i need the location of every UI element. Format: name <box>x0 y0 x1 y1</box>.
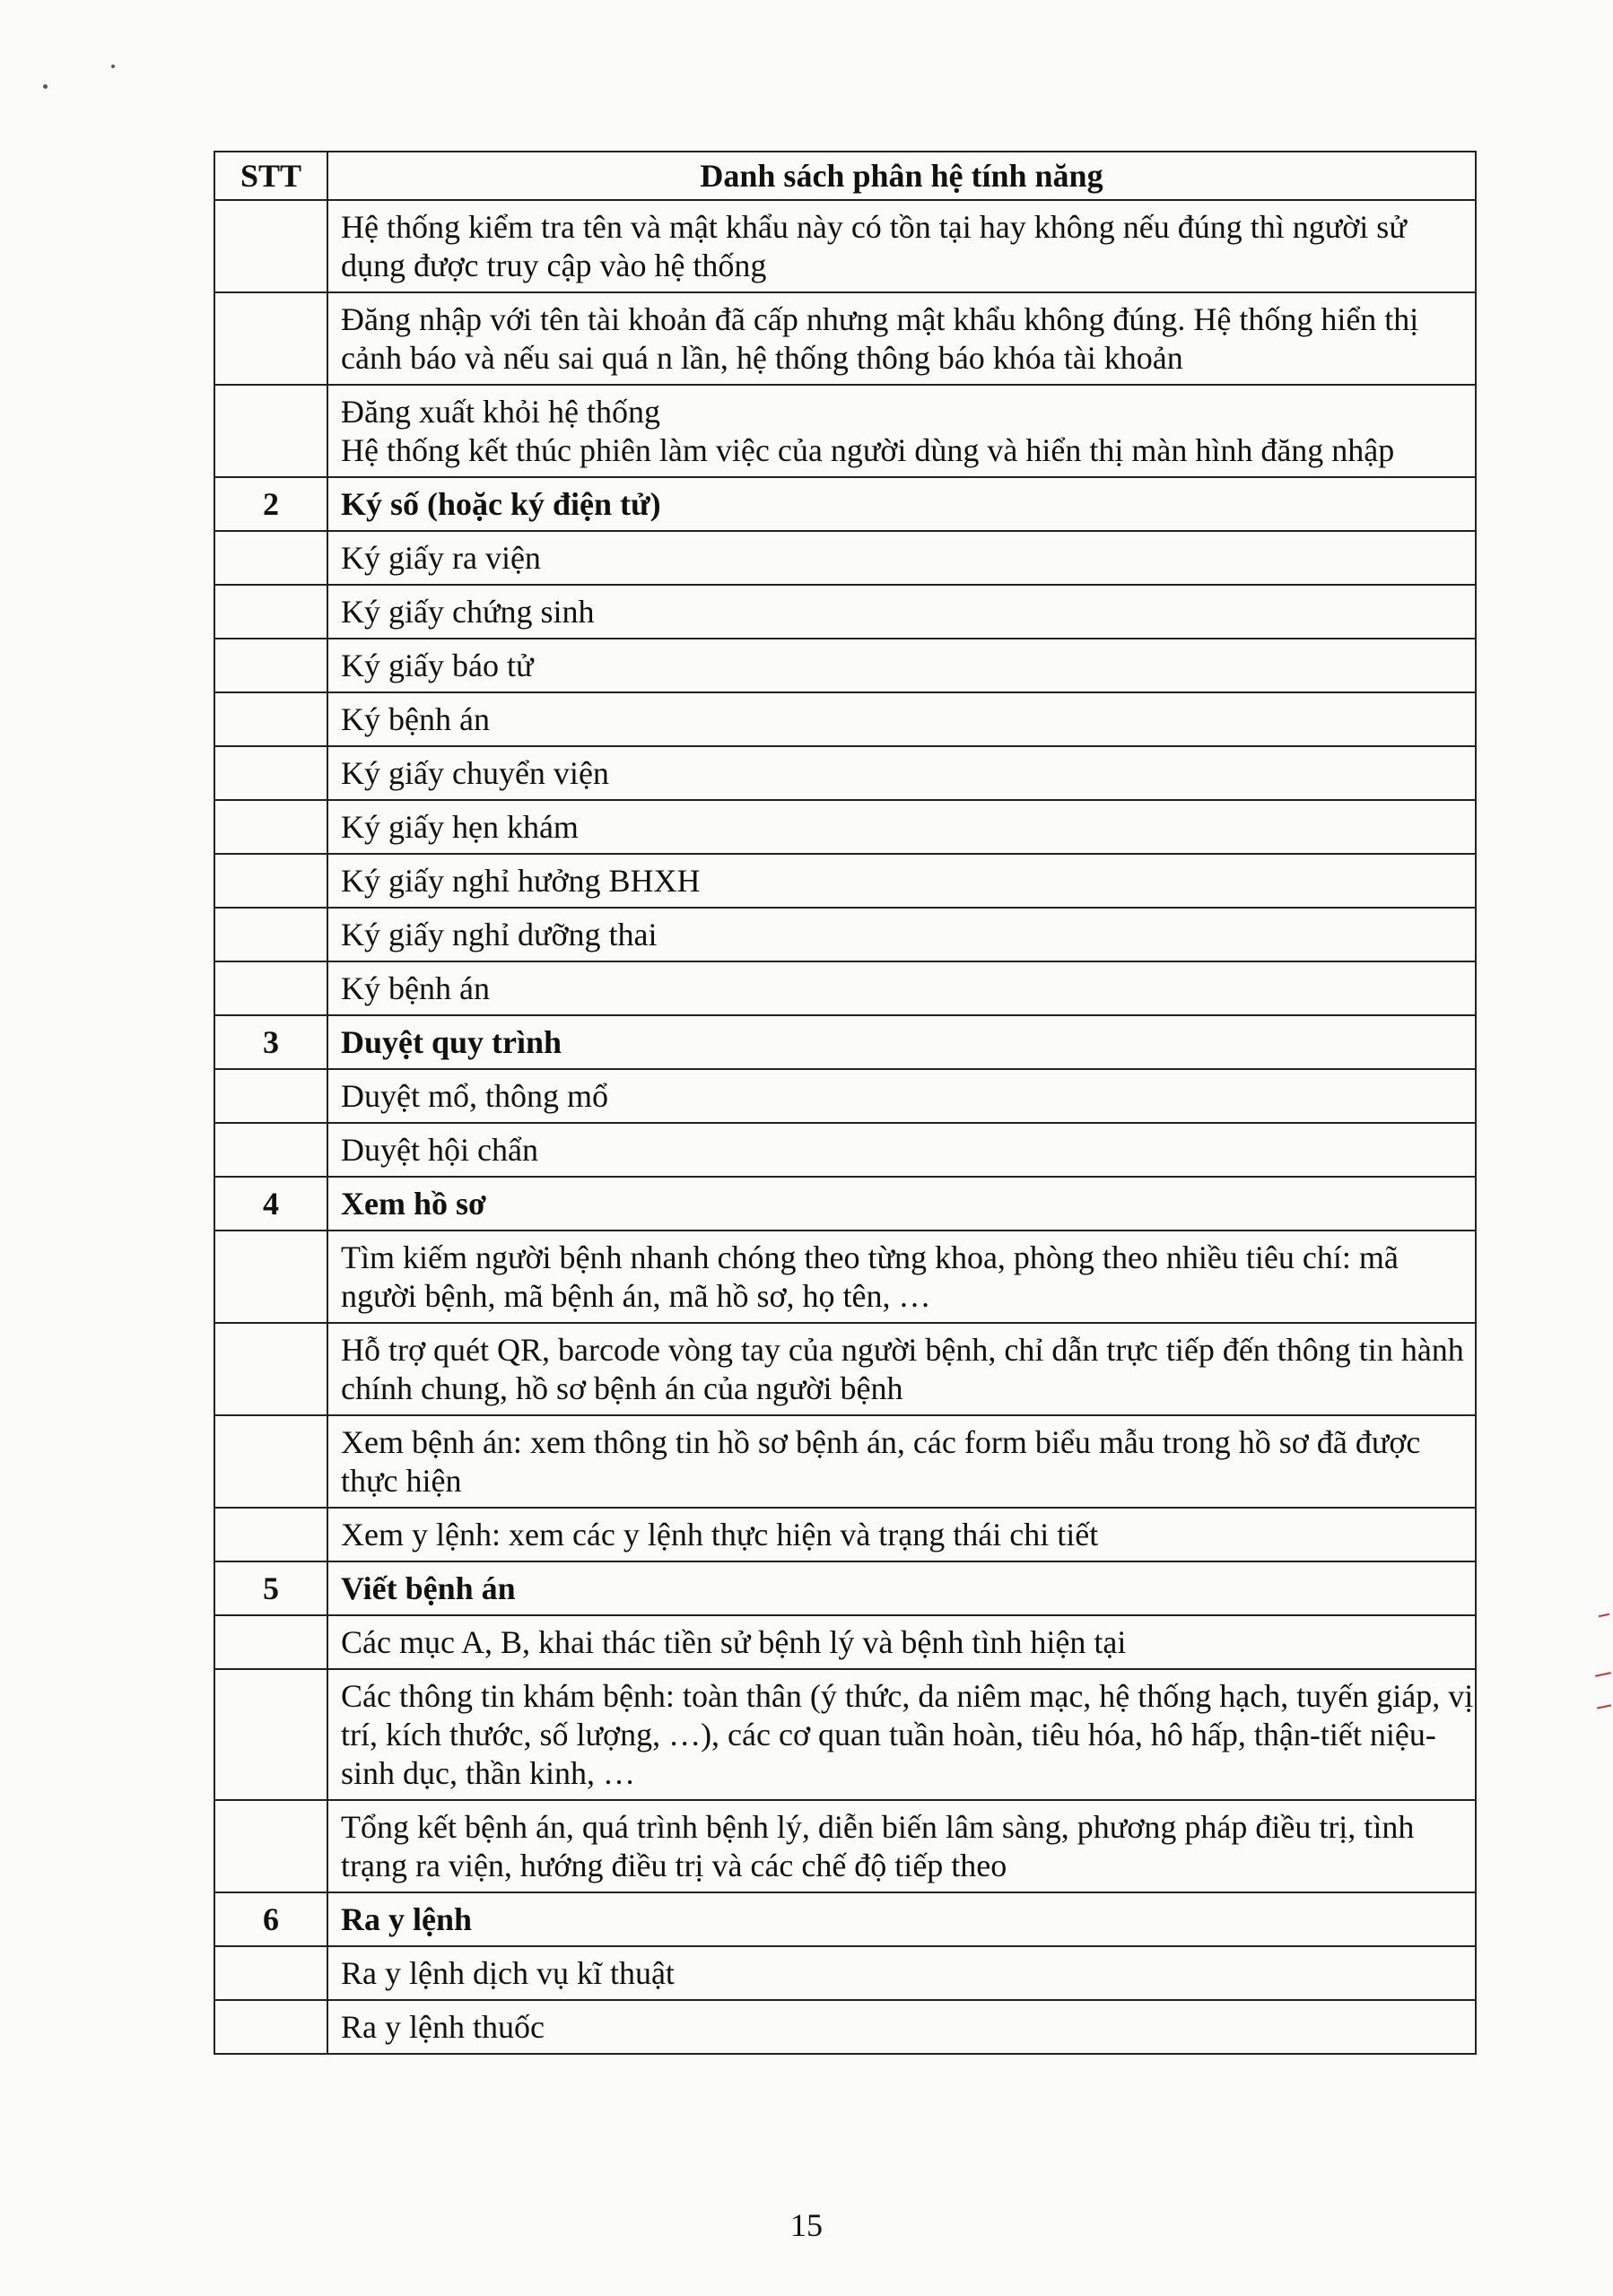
row-stt <box>214 1615 327 1669</box>
row-stt <box>214 800 327 854</box>
table-row <box>214 200 1476 292</box>
table-row <box>214 746 1476 800</box>
table-row <box>214 692 1476 746</box>
row-stt: 6 <box>214 1892 327 1946</box>
row-stt <box>214 1069 327 1123</box>
table-row <box>214 1123 1476 1177</box>
feature-table <box>214 151 1477 2055</box>
row-stt <box>214 1323 327 1415</box>
row-text: Ra y lệnh <box>327 1892 1476 1946</box>
table-row <box>214 1415 1476 1508</box>
table-row <box>214 385 1476 477</box>
row-text: Ký số (hoặc ký điện tử) <box>327 477 1476 531</box>
row-text: Xem hồ sơ <box>327 1177 1476 1231</box>
table-row <box>214 1231 1476 1323</box>
row-stt <box>214 639 327 692</box>
row-text: Duyệt hội chẩn <box>327 1123 1476 1177</box>
table-row <box>214 2000 1476 2054</box>
row-text: Viết bệnh án <box>327 1561 1476 1615</box>
row-text: Duyệt mổ, thông mổ <box>327 1069 1476 1123</box>
header-stt: STT <box>214 152 327 200</box>
table-row <box>214 1669 1476 1800</box>
row-text: Xem y lệnh: xem các y lệnh thực hiện và trạng thái chi tiết <box>327 1508 1476 1561</box>
header-features: Danh sách phân hệ tính năng <box>327 152 1476 200</box>
row-text: Ký giấy hẹn khám <box>327 800 1476 854</box>
table-row <box>214 854 1476 908</box>
table-row <box>214 908 1476 961</box>
row-text: Ký giấy ra viện <box>327 531 1476 585</box>
table-row-section <box>214 477 1476 531</box>
row-text: Ký giấy chứng sinh <box>327 585 1476 639</box>
table-row-section <box>214 1561 1476 1615</box>
row-text: Hệ thống kiểm tra tên và mật khẩu này có tồn tại hay không nếu đúng thì người sử dụng được truy cập vào hệ thống <box>327 200 1476 292</box>
row-text: Các mục A, B, khai thác tiền sử bệnh lý và bệnh tình hiện tại <box>327 1615 1476 1669</box>
row-stt <box>214 1946 327 2000</box>
row-text: Hỗ trợ quét QR, barcode vòng tay của người bệnh, chỉ dẫn trực tiếp đến thông tin hành chính chung, hồ sơ bệnh án của người bệnh <box>327 1323 1476 1415</box>
row-stt <box>214 854 327 908</box>
row-text: Ký giấy nghỉ dưỡng thai <box>327 908 1476 961</box>
row-text: Ký bệnh án <box>327 961 1476 1015</box>
table-row <box>214 1946 1476 2000</box>
table-header-row <box>214 152 1476 200</box>
table-row <box>214 800 1476 854</box>
row-stt <box>214 292 327 385</box>
row-stt <box>214 585 327 639</box>
row-stt <box>214 1508 327 1561</box>
row-stt: 4 <box>214 1177 327 1231</box>
table-row <box>214 1508 1476 1561</box>
row-stt <box>214 1415 327 1508</box>
table-row <box>214 531 1476 585</box>
table-row-section <box>214 1177 1476 1231</box>
row-text: Tìm kiếm người bệnh nhanh chóng theo từng khoa, phòng theo nhiều tiêu chí: mã người bệnh, mã bệnh án, mã hồ sơ, họ tên, … <box>327 1231 1476 1323</box>
row-stt <box>214 1123 327 1177</box>
row-text: Đăng nhập với tên tài khoản đã cấp nhưng mật khẩu không đúng. Hệ thống hiển thị cảnh báo và nếu sai quá n lần, hệ thống thông báo khóa tài khoản <box>327 292 1476 385</box>
row-stt <box>214 908 327 961</box>
row-stt <box>214 1800 327 1892</box>
row-text: Ký giấy báo tử <box>327 639 1476 692</box>
row-text: Ký giấy nghỉ hưởng BHXH <box>327 854 1476 908</box>
row-text: Ra y lệnh dịch vụ kĩ thuật <box>327 1946 1476 2000</box>
table-row <box>214 1800 1476 1892</box>
row-stt <box>214 385 327 477</box>
row-text: Xem bệnh án: xem thông tin hồ sơ bệnh án, các form biểu mẫu trong hồ sơ đã được thực hiện <box>327 1415 1476 1508</box>
table-row <box>214 1069 1476 1123</box>
row-text: Các thông tin khám bệnh: toàn thân (ý thức, da niêm mạc, hệ thống hạch, tuyến giáp, vị trí, kích thước, số lượng, …), các cơ quan tuần hoàn, tiêu hóa, hô hấp, thận-tiết niệu-sinh dục, thần kinh, … <box>327 1669 1476 1800</box>
row-stt <box>214 531 327 585</box>
row-stt <box>214 2000 327 2054</box>
row-stt <box>214 961 327 1015</box>
row-text: Ký bệnh án <box>327 692 1476 746</box>
table-row-section <box>214 1892 1476 1946</box>
row-text: Duyệt quy trình <box>327 1015 1476 1069</box>
table-row <box>214 1323 1476 1415</box>
row-stt <box>214 1231 327 1323</box>
row-text: Đăng xuất khỏi hệ thống Hệ thống kết thúc phiên làm việc của người dùng và hiển thị màn hình đăng nhập <box>327 385 1476 477</box>
table-row <box>214 292 1476 385</box>
row-stt <box>214 1669 327 1800</box>
row-stt <box>214 746 327 800</box>
row-stt <box>214 692 327 746</box>
table-row-section <box>214 1015 1476 1069</box>
row-stt: 5 <box>214 1561 327 1615</box>
row-text: Tổng kết bệnh án, quá trình bệnh lý, diễn biến lâm sàng, phương pháp điều trị, tình trạng ra viện, hướng điều trị và các chế độ tiếp theo <box>327 1800 1476 1892</box>
row-stt <box>214 200 327 292</box>
row-stt: 3 <box>214 1015 327 1069</box>
table-row <box>214 961 1476 1015</box>
table-row <box>214 585 1476 639</box>
page-number: 15 <box>790 2207 823 2243</box>
row-text: Ra y lệnh thuốc <box>327 2000 1476 2054</box>
table-row <box>214 1615 1476 1669</box>
row-text: Ký giấy chuyển viện <box>327 746 1476 800</box>
table-row <box>214 639 1476 692</box>
row-stt: 2 <box>214 477 327 531</box>
